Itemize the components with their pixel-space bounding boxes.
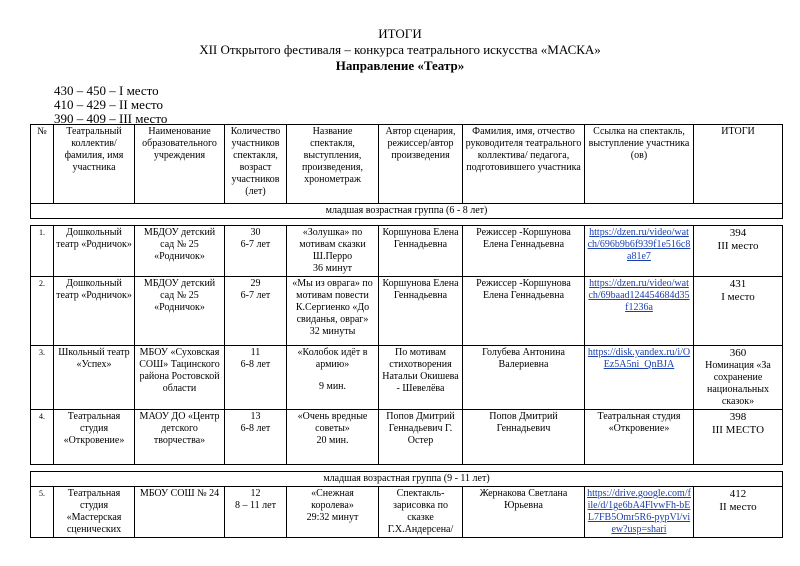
- author-cell: Попов Дмитрий Геннадьевич Г. Остер: [379, 410, 463, 465]
- score-value: 412: [729, 488, 747, 500]
- column-header: Название спектакля, выступления, произведения, хронометраж: [287, 125, 379, 204]
- scale-line-2: 410 – 429 – II место: [54, 97, 164, 112]
- group-title: младшая возрастная группа (9 - 11 лет): [31, 472, 783, 487]
- age-value: 6-7 лет: [240, 290, 271, 301]
- link-cell: Театральная студия «Откровение»: [585, 410, 694, 465]
- count-cell: [225, 487, 287, 538]
- count-value: 11: [250, 347, 261, 358]
- column-header: ИТОГИ: [694, 125, 783, 204]
- leader-cell: Попов Дмитрий Геннадьевич: [463, 410, 585, 465]
- count-value: 13: [250, 411, 261, 422]
- show-duration: 29:32 минут: [306, 512, 359, 523]
- group-title: младшая возрастная группа (6 - 8 лет): [31, 204, 783, 219]
- show-title: «Колобок идёт в армию»: [297, 347, 368, 370]
- result-cell: [694, 226, 783, 277]
- place-value: III место: [717, 240, 759, 252]
- column-header: Ссылка на спектакль, выступление участника (ов): [585, 125, 694, 204]
- author-cell: Спектакль-зарисовка по сказке Г.Х.Андерсена/: [379, 487, 463, 538]
- school-cell: МБОУ СОШ № 24: [135, 487, 225, 538]
- video-link[interactable]: https://disk.yandex.ru/i/OEz5A5ni_QnBJA: [587, 347, 691, 370]
- table-row: [31, 410, 783, 465]
- page-subtitle: XII Открытого фестиваля – конкурса театрального искусства «МАСКА»: [199, 42, 601, 57]
- school-cell: МАОУ ДО «Центр детского творчества»: [135, 410, 225, 465]
- school-cell: МБДОУ детский сад № 25 «Родничок»: [135, 226, 225, 277]
- age-value: 8 – 11 лет: [235, 500, 276, 511]
- team-cell: Дошкольный театр «Родничок»: [54, 277, 135, 346]
- show-duration: 9 мин.: [318, 381, 347, 392]
- row-number: 2.: [31, 277, 54, 346]
- result-cell: [694, 277, 783, 346]
- show-duration: 20 мин.: [316, 435, 349, 446]
- leader-cell: Голубева Антонина Валериевна: [463, 346, 585, 410]
- row-gap: [31, 219, 783, 226]
- team-cell: Дошкольный театр «Родничок»: [54, 226, 135, 277]
- score-value: 394: [729, 227, 747, 239]
- leader-cell: Режиссер -Коршунова Елена Геннадьевна: [463, 277, 585, 346]
- results-table: [30, 124, 783, 538]
- show-duration: 36 минут: [313, 263, 352, 274]
- author-cell: По мотивам стихотворения Натальи Окишева - Шевелёва: [379, 346, 463, 410]
- table-row: [31, 346, 783, 410]
- show-cell: [287, 487, 379, 538]
- column-header: Фамилия, имя, отчество руководителя театрального коллектива/ педагога, подготовившего участника: [463, 125, 585, 204]
- place-value: Номинация «За сохранение национальных сказок»: [705, 360, 771, 407]
- leader-cell: Режиссер -Коршунова Елена Геннадьевна: [463, 226, 585, 277]
- column-header: Наименование образовательного учреждения: [135, 125, 225, 204]
- author-cell: Коршунова Елена Геннадьевна: [379, 226, 463, 277]
- author-cell: Коршунова Елена Геннадьевна: [379, 277, 463, 346]
- leader-cell: Жернакова Светлана Юрьевна: [463, 487, 585, 538]
- row-number: 1.: [31, 226, 54, 277]
- row-gap: [31, 465, 783, 472]
- score-value: 398: [729, 411, 747, 423]
- row-number: 5.: [31, 487, 54, 538]
- count-cell: [225, 346, 287, 410]
- video-link[interactable]: https://dzen.ru/video/watch/69baad124454684d35f1236a: [588, 278, 690, 313]
- link-cell: [585, 226, 694, 277]
- show-cell: [287, 226, 379, 277]
- count-value: 12: [250, 488, 261, 499]
- scale-line-3: 390 – 409 – III место: [54, 111, 168, 126]
- result-cell: [694, 487, 783, 538]
- show-cell: [287, 346, 379, 410]
- age-value: 6-8 лет: [240, 423, 271, 434]
- link-cell: [585, 346, 694, 410]
- column-header: Автор сценария, режиссер/автор произведения: [379, 125, 463, 204]
- school-cell: МБОУ «Суховская СОШ» Тацинского района Ростовской области: [135, 346, 225, 410]
- table-header-row: [31, 125, 783, 204]
- show-title: «Золушка» по мотивам сказки Ш.Перро: [299, 227, 366, 262]
- link-cell: [585, 487, 694, 538]
- place-value: II место: [719, 501, 757, 513]
- show-cell: [287, 277, 379, 346]
- video-link[interactable]: https://dzen.ru/video/watch/696b9b6f939f1e516c8a81e7: [587, 227, 691, 262]
- count-value: 29: [250, 278, 261, 289]
- link-cell: [585, 277, 694, 346]
- row-number: 4.: [31, 410, 54, 465]
- show-duration: 32 минуты: [309, 326, 356, 337]
- show-title: «Мы из оврага» по мотивам повести К.Сергиенко «До свиданья, овраг»: [292, 278, 373, 325]
- video-link[interactable]: https://drive.google.com/file/d/1ge6bA4FlvwFh-bEL7FB5Omr5R6-pypVl/view?usp=shari: [587, 488, 691, 535]
- column-header: Количество участников спектакля, возраст участников (лет): [225, 125, 287, 204]
- place-value: III МЕСТО: [711, 424, 765, 436]
- team-cell: Театральная студия «Мастерская сценических: [54, 487, 135, 538]
- show-title: «Очень вредные советы»: [297, 411, 368, 434]
- result-cell: [694, 346, 783, 410]
- count-cell: [225, 277, 287, 346]
- place-value: I место: [721, 291, 755, 303]
- age-value: 6-7 лет: [240, 239, 271, 250]
- scale-line-1: 430 – 450 – I место: [54, 83, 159, 98]
- column-header: №: [31, 125, 54, 204]
- column-header: Театральный коллектив/ фамилия, имя участника: [54, 125, 135, 204]
- row-number: 3.: [31, 346, 54, 410]
- group-row: [31, 204, 783, 219]
- page-title: ИТОГИ: [378, 26, 422, 41]
- count-cell: [225, 226, 287, 277]
- table-row: [31, 487, 783, 538]
- school-cell: МБДОУ детский сад № 25 «Родничок»: [135, 277, 225, 346]
- count-value: 30: [250, 227, 261, 238]
- count-cell: [225, 410, 287, 465]
- team-cell: Театральная студия «Откровение»: [54, 410, 135, 465]
- age-value: 6-8 лет: [240, 359, 271, 370]
- direction-title: Направление «Театр»: [335, 58, 465, 73]
- team-cell: Школьный театр «Успех»: [54, 346, 135, 410]
- table-row: [31, 277, 783, 346]
- show-title: «Снежная королева»: [311, 488, 354, 511]
- score-value: 431: [729, 278, 747, 290]
- group-row: [31, 472, 783, 487]
- show-cell: [287, 410, 379, 465]
- score-value: 360: [729, 347, 747, 359]
- table-row: [31, 226, 783, 277]
- result-cell: [694, 410, 783, 465]
